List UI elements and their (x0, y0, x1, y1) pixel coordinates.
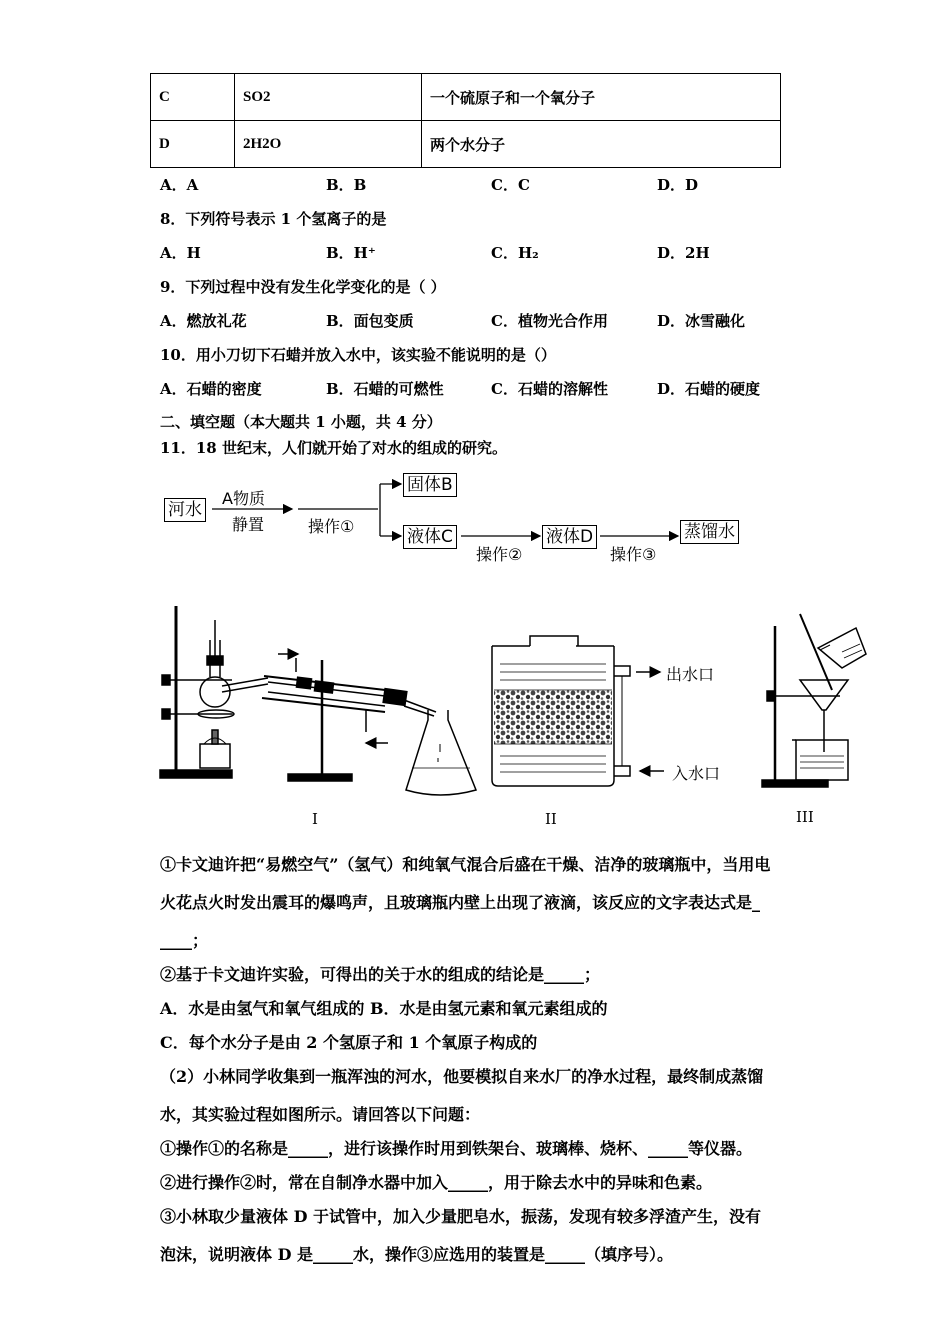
apparatus-label-2: II (545, 810, 557, 828)
meaning-cell: 两个水分子 (422, 121, 781, 168)
box-solid-b: 固体B (403, 473, 457, 497)
label-op1: 操作① (308, 517, 355, 536)
choice[interactable]: A．H (160, 244, 201, 262)
box-liquid-c: 液体C (403, 525, 457, 549)
body-line: ③小林取少量液体 D 于试管中，加入少量肥皂水，振荡，发现有较多浮渣产生，没有 (160, 1207, 762, 1226)
distillation-apparatus (160, 606, 476, 795)
inlet-label: 入水口 (672, 764, 721, 783)
choice[interactable]: C．C (491, 176, 530, 194)
symbol-cell: 2H2O (235, 121, 422, 168)
q10-stem: 10．用小刀切下石蜡并放入水中，该实验不能说明的是（） (160, 346, 556, 364)
choice[interactable]: A．燃放礼花 (160, 312, 247, 330)
apparatus-label-3: III (796, 808, 814, 826)
box-distilled-water: 蒸馏水 (680, 520, 739, 544)
choice[interactable]: A．A (160, 176, 199, 194)
choice[interactable]: C．石蜡的溶解性 (491, 380, 608, 398)
body-line: ①操作①的名称是_____，进行该操作时用到铁架台、玻璃棒、烧杯、_____等仪器。 (160, 1139, 753, 1158)
choice[interactable]: C．植物光合作用 (491, 312, 608, 330)
symbol-cell: SO2 (235, 74, 422, 121)
q8-stem: 8．下列符号表示 1 个氢离子的是 (160, 210, 387, 228)
body-line: ____； (160, 931, 209, 950)
body-line: （2）小林同学收集到一瓶浑浊的河水，他要模拟自来水厂的净水过程，最终制成蒸馏 (160, 1067, 764, 1086)
choice[interactable]: D．D (657, 176, 699, 194)
section-title: 二、填空题（本大题共 1 小题，共 4 分） (160, 413, 442, 431)
filtration-apparatus (762, 614, 866, 787)
option-cell: D (151, 121, 235, 168)
water-purifier (492, 636, 664, 786)
body-line: ①卡文迪许把“易燃空气”（氢气）和纯氧气混合后盛在干燥、洁净的玻璃瓶中，当用电 (160, 855, 771, 874)
choice[interactable]: B．石蜡的可燃性 (326, 380, 444, 398)
label-op3: 操作③ (610, 545, 657, 564)
label-settle: 静置 (232, 515, 265, 534)
meaning-cell: 一个硫原子和一个氧分子 (422, 74, 781, 121)
choice[interactable]: D．冰雪融化 (657, 312, 746, 330)
option-cell: C (151, 74, 235, 121)
box-liquid-d: 液体D (542, 525, 597, 549)
body-line: ②基于卡文迪许实验，可得出的关于水的组成的结论是_____； (160, 965, 601, 984)
body-line: C．每个水分子是由 2 个氢原子和 1 个氧原子构成的 (160, 1033, 538, 1052)
choice[interactable]: D．2H (657, 244, 710, 262)
body-line: 水，其实验过程如图所示。请回答以下问题： (160, 1105, 481, 1124)
q11-stem: 11．18 世纪末，人们就开始了对水的组成的研究。 (160, 439, 507, 457)
choice[interactable]: B．B (326, 176, 367, 194)
apparatus-label-1: I (312, 810, 318, 828)
choice[interactable]: A．石蜡的密度 (160, 380, 262, 398)
choice[interactable]: B．H⁺ (326, 244, 376, 262)
body-line: 火花点火时发出震耳的爆鸣声，且玻璃瓶内壁上出现了液滴，该反应的文字表达式是_ (160, 893, 761, 912)
choice[interactable]: D．石蜡的硬度 (657, 380, 761, 398)
choice[interactable]: C．H₂ (491, 244, 539, 262)
box-river: 河水 (164, 498, 206, 522)
body-line: A．水是由氢气和氧气组成的 B．水是由氢元素和氧元素组成的 (160, 999, 608, 1018)
body-line: ②进行操作②时，常在自制净水器中加入_____，用于除去水中的异味和色素。 (160, 1173, 713, 1192)
choice[interactable]: B．面包变质 (326, 312, 414, 330)
body-line: 泡沫，说明液体 D 是_____水，操作③应选用的装置是_____（填序号）。 (160, 1245, 674, 1264)
q9-stem: 9．下列过程中没有发生化学变化的是（ ） (160, 278, 446, 296)
outlet-label: 出水口 (666, 665, 715, 684)
label-op2: 操作② (476, 545, 523, 564)
label-a-substance: A物质 (222, 489, 265, 508)
